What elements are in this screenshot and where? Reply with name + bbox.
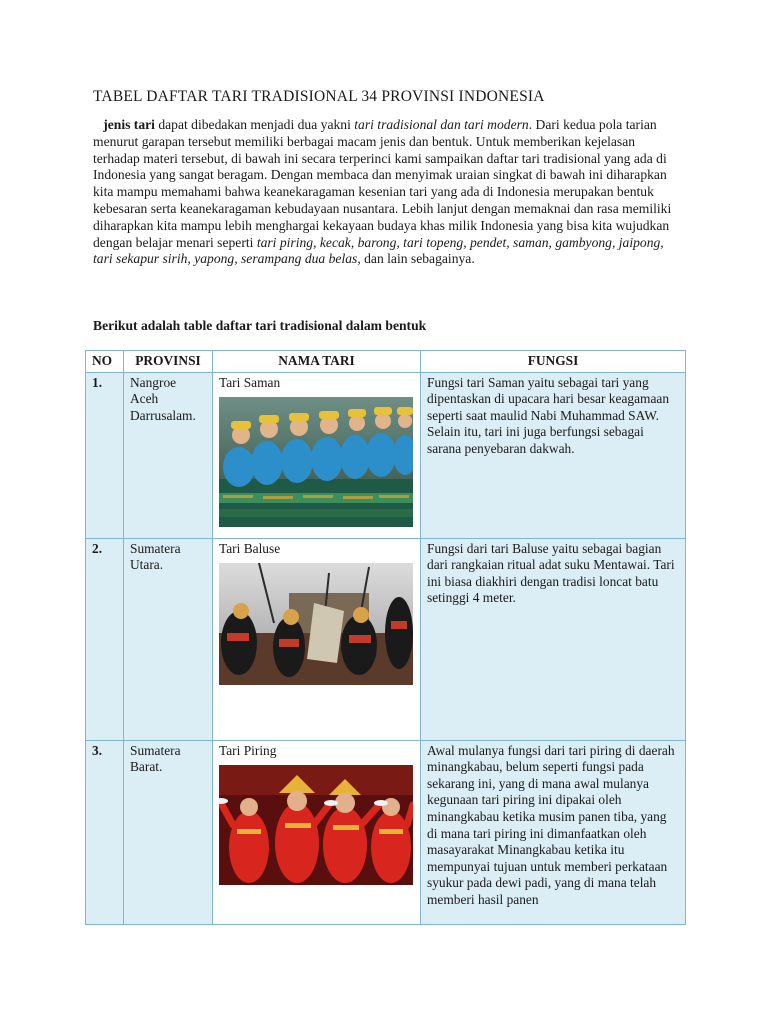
dance-table (85, 350, 686, 925)
intro-text-1: dapat dibedakan menjadi dua yakni (154, 117, 355, 132)
intro-text-2: . Dari kedua pola tarian menurut garapan tersebut memiliki berbagai macam jenis dan bentuk. Untuk memberikan kejelasan terhadap materi tersebut, di bawah ini secara terperinci kami sampaikan daftar tari tradisional yang ada di Indonesia yang sangat beragam. Dengan membaca dan menyimak uraian singkat di bawah ini diharapkan kita mampu memahami bahwa keanekaragaman kesenian tari yang ada di Indonesia merupakan bentuk kebesaran serta keanekaragaman kebudayaan nusantara. Lebih lanjut dengan memaknai dan rasa memiliki diharapkan kita mampu lebih menghargai kekayaan budaya khas milik Indonesia yang bisa kita wujudkan dengan belajar menari seperti (93, 117, 672, 250)
cell-nama-tari (213, 372, 421, 538)
table-row (86, 740, 686, 924)
cell-fungsi: Fungsi dari tari Baluse yaitu sebagai bagian dari rangkaian ritual adat suku Mentawai. Tari ini biasa diakhiri dengan tradisi loncat batu setinggi 4 meter. (421, 538, 686, 740)
cell-fungsi: Awal mulanya fungsi dari tari piring di daerah minangkabau, belum seperti fungsi pada sekarang ini, yang di mana awal mulanya kegunaan tari piring ini dipakai oleh minangkabau ketika musim panen tiba, yang di mana tari piring ini dimanfaatkan oleh masayarakat Minangkabau ketika itu mempunyai tujuan untuk memberi perkataan syukur pada dewi padi, yang di mana telah memberi hasil panen (421, 740, 686, 924)
intro-paragraph (93, 117, 683, 268)
cell-provinsi: Nangroe Aceh Darrusalam. (124, 372, 213, 538)
intro-italic-1: tari tradisional dan tari modern (354, 117, 529, 132)
cell-provinsi: Sumatera Barat. (124, 740, 213, 924)
tari-piring-photo (219, 765, 414, 885)
dance-name: Tari Saman (219, 374, 281, 390)
cell-provinsi: Sumatera Utara. (124, 538, 213, 740)
table-row (86, 372, 686, 538)
header-nama-tari: NAMA TARI (213, 351, 421, 373)
intro-lead-bold: jenis tari (103, 117, 155, 132)
cell-nama-tari (213, 538, 421, 740)
table-subheading: Berikut adalah table daftar tari tradisional dalam bentuk (93, 318, 427, 333)
header-fungsi: FUNGSI (421, 351, 686, 373)
tari-baluse-photo (219, 563, 414, 685)
tari-saman-photo (219, 397, 414, 527)
cell-fungsi: Fungsi tari Saman yaitu sebagai tari yang dipentaskan di upacara hari besar keagamaan seperti saat maulid Nabi Muhammad SAW. Selain itu, tari ini juga berfungsi sebagai sarana penyebaran dakwah. (421, 372, 686, 538)
document-title: TABEL DAFTAR TARI TRADISIONAL 34 PROVINSI INDONESIA (93, 88, 545, 105)
intro-italic-2: tari piring, kecak, barong, tari topeng, pendet, saman, gambyong, jaipong, tari sekapur sirih, yapong, serampang dua belas (93, 234, 664, 267)
cell-no: 3. (86, 740, 124, 924)
header-provinsi: PROVINSI (124, 351, 213, 373)
cell-nama-tari (213, 740, 421, 924)
table-header-row (86, 351, 686, 373)
cell-no: 2. (86, 538, 124, 740)
dance-name: Tari Baluse (219, 540, 281, 556)
dance-name: Tari Piring (219, 742, 277, 758)
header-no: NO (86, 351, 124, 373)
cell-no: 1. (86, 372, 124, 538)
table-row (86, 538, 686, 740)
intro-text-3: , dan lain sebagainya. (357, 251, 475, 267)
